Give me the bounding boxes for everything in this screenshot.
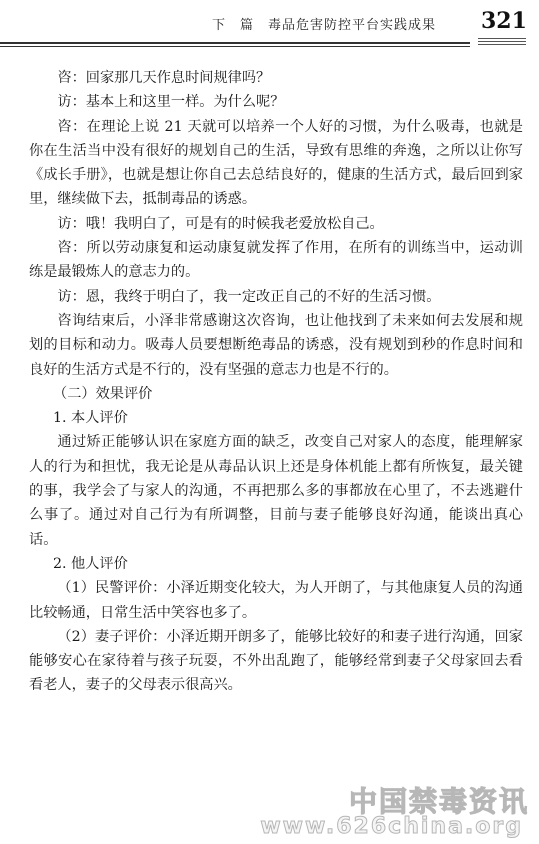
- dialogue-line: 咨：所以劳动康复和运动康复就发挥了作用，在所有的训练当中，运动训练是最锻炼人的意志力的。: [29, 240, 523, 281]
- page-header: [0, 8, 539, 40]
- dialogue-line: 访：恩，我终于明白了，我一定改正自己的不好的生活习惯。: [57, 288, 441, 305]
- summary-paragraph: 咨询结束后，小泽非常感谢这次咨询，也让他找到了未来如何去发展和规划的目标和动力。吸毒人员要想断绝毒品的诱惑，没有规划到秒的作息时间和良好的生活方式是不行的，没有坚强的意志力也是不行的。: [29, 312, 523, 378]
- header-title: 毒品危害防控平台实践成果: [268, 18, 437, 33]
- dialogue-line: 咨：在理论上说 21 天就可以培养一个人好的习惯，为什么吸毒，也就是你在生活当中没有很好的规划自己的生活，导致有思维的奔逸，之所以让你写《成长手册》，也就是想让你自己去总结良好的，健康的生活方式，最后回到家里，继续做下去，抵制毒品的诱惑。: [29, 118, 523, 208]
- page-number: 321: [481, 8, 527, 34]
- dialogue-line: 访：基本上和这里一样。为什么呢？: [57, 94, 285, 111]
- header-rule-thick: [0, 42, 470, 44]
- page-number-underline: [478, 38, 526, 47]
- header-part: 篇: [240, 18, 255, 33]
- running-header: [212, 14, 436, 33]
- police-evaluation: （1）民警评价：小泽近期变化较大，为人开朗了，与其他康复人员的沟通比较畅通，日常生活中笑容也多了。: [29, 580, 523, 621]
- section-heading: （二）效果评价: [53, 385, 153, 402]
- subsection-heading-others: 2. 他人评价: [53, 555, 128, 572]
- watermark-name: 中国禁毒资讯: [348, 785, 529, 818]
- watermark-url: www.626china.org: [260, 814, 523, 839]
- body-text: [29, 66, 523, 698]
- wife-evaluation: （2）妻子评价：小泽近期开朗多了，能够比较好的和妻子进行沟通，回家能够安心在家待着与孩子玩耍，不外出乱跑了，能够经常到妻子父母家回去看看老人，妻子的父母表示很高兴。: [29, 628, 523, 694]
- subsection-heading-self: 1. 本人评价: [53, 410, 128, 427]
- dialogue-line: 咨：回家那几天作息时间规律吗？: [57, 70, 271, 86]
- dialogue-line: 访：哦！我明白了，可是有的时候我老爱放松自己。: [57, 215, 384, 232]
- watermark: [262, 780, 537, 842]
- self-evaluation-text: 通过矫正能够认识在家庭方面的缺乏，改变自己对家人的态度，能理解家人的行为和担忧，我无论是从毒品认识上还是身体机能上都有所恢复，最关键的事，我学会了与家人的沟通，不再把那么多的事都放在心里了，不去逃避什么事了。通过对自己行为有所调整，目前与妻子能够良好沟通，能谈出真心话。: [29, 434, 523, 548]
- header-chapter: 下: [212, 18, 227, 33]
- header-rule-thin: [0, 46, 470, 47]
